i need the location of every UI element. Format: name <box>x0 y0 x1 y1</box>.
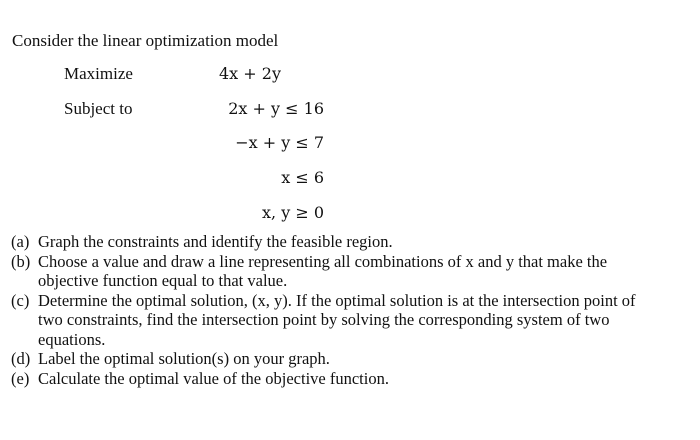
intro-text: Consider the linear optimization model <box>12 31 279 50</box>
constraint-3: x ≤ 6 <box>281 168 324 187</box>
question-text: Label the optimal solution(s) on your graph. <box>38 349 330 368</box>
question-text: Determine the optimal solution, (x, y). If the optimal solution is at the intersection point of two constraints, find the intersection point by solving the corresponding system of two equations. <box>38 290 636 349</box>
question-b <box>11 252 651 291</box>
question-letter: (b) <box>11 251 31 271</box>
question-e <box>11 369 651 389</box>
question-text: Calculate the optimal value of the objective function. <box>38 368 389 388</box>
question-letter: (c) <box>11 290 30 310</box>
question-a <box>11 232 651 252</box>
question-list <box>11 232 651 388</box>
question-letter: (e) <box>11 368 30 388</box>
question-d <box>11 349 651 369</box>
subject-to-label: Subject to <box>64 99 133 118</box>
question-text: Choose a value and draw a line representing all combinations of x and y that make the objective function equal to that value. <box>38 251 608 290</box>
question-text: Graph the constraints and identify the feasible region. <box>38 232 393 251</box>
objective-function: 4x + 2y <box>219 64 281 83</box>
maximize-label: Maximize <box>64 64 133 83</box>
constraint-nonnegativity: x, y ≥ 0 <box>262 203 324 222</box>
constraint-2: −x + y ≤ 7 <box>235 133 324 152</box>
question-c <box>11 291 651 350</box>
constraint-1: 2x + y ≤ 16 <box>228 99 324 118</box>
question-letter: (a) <box>11 232 30 251</box>
question-letter: (d) <box>11 349 31 368</box>
